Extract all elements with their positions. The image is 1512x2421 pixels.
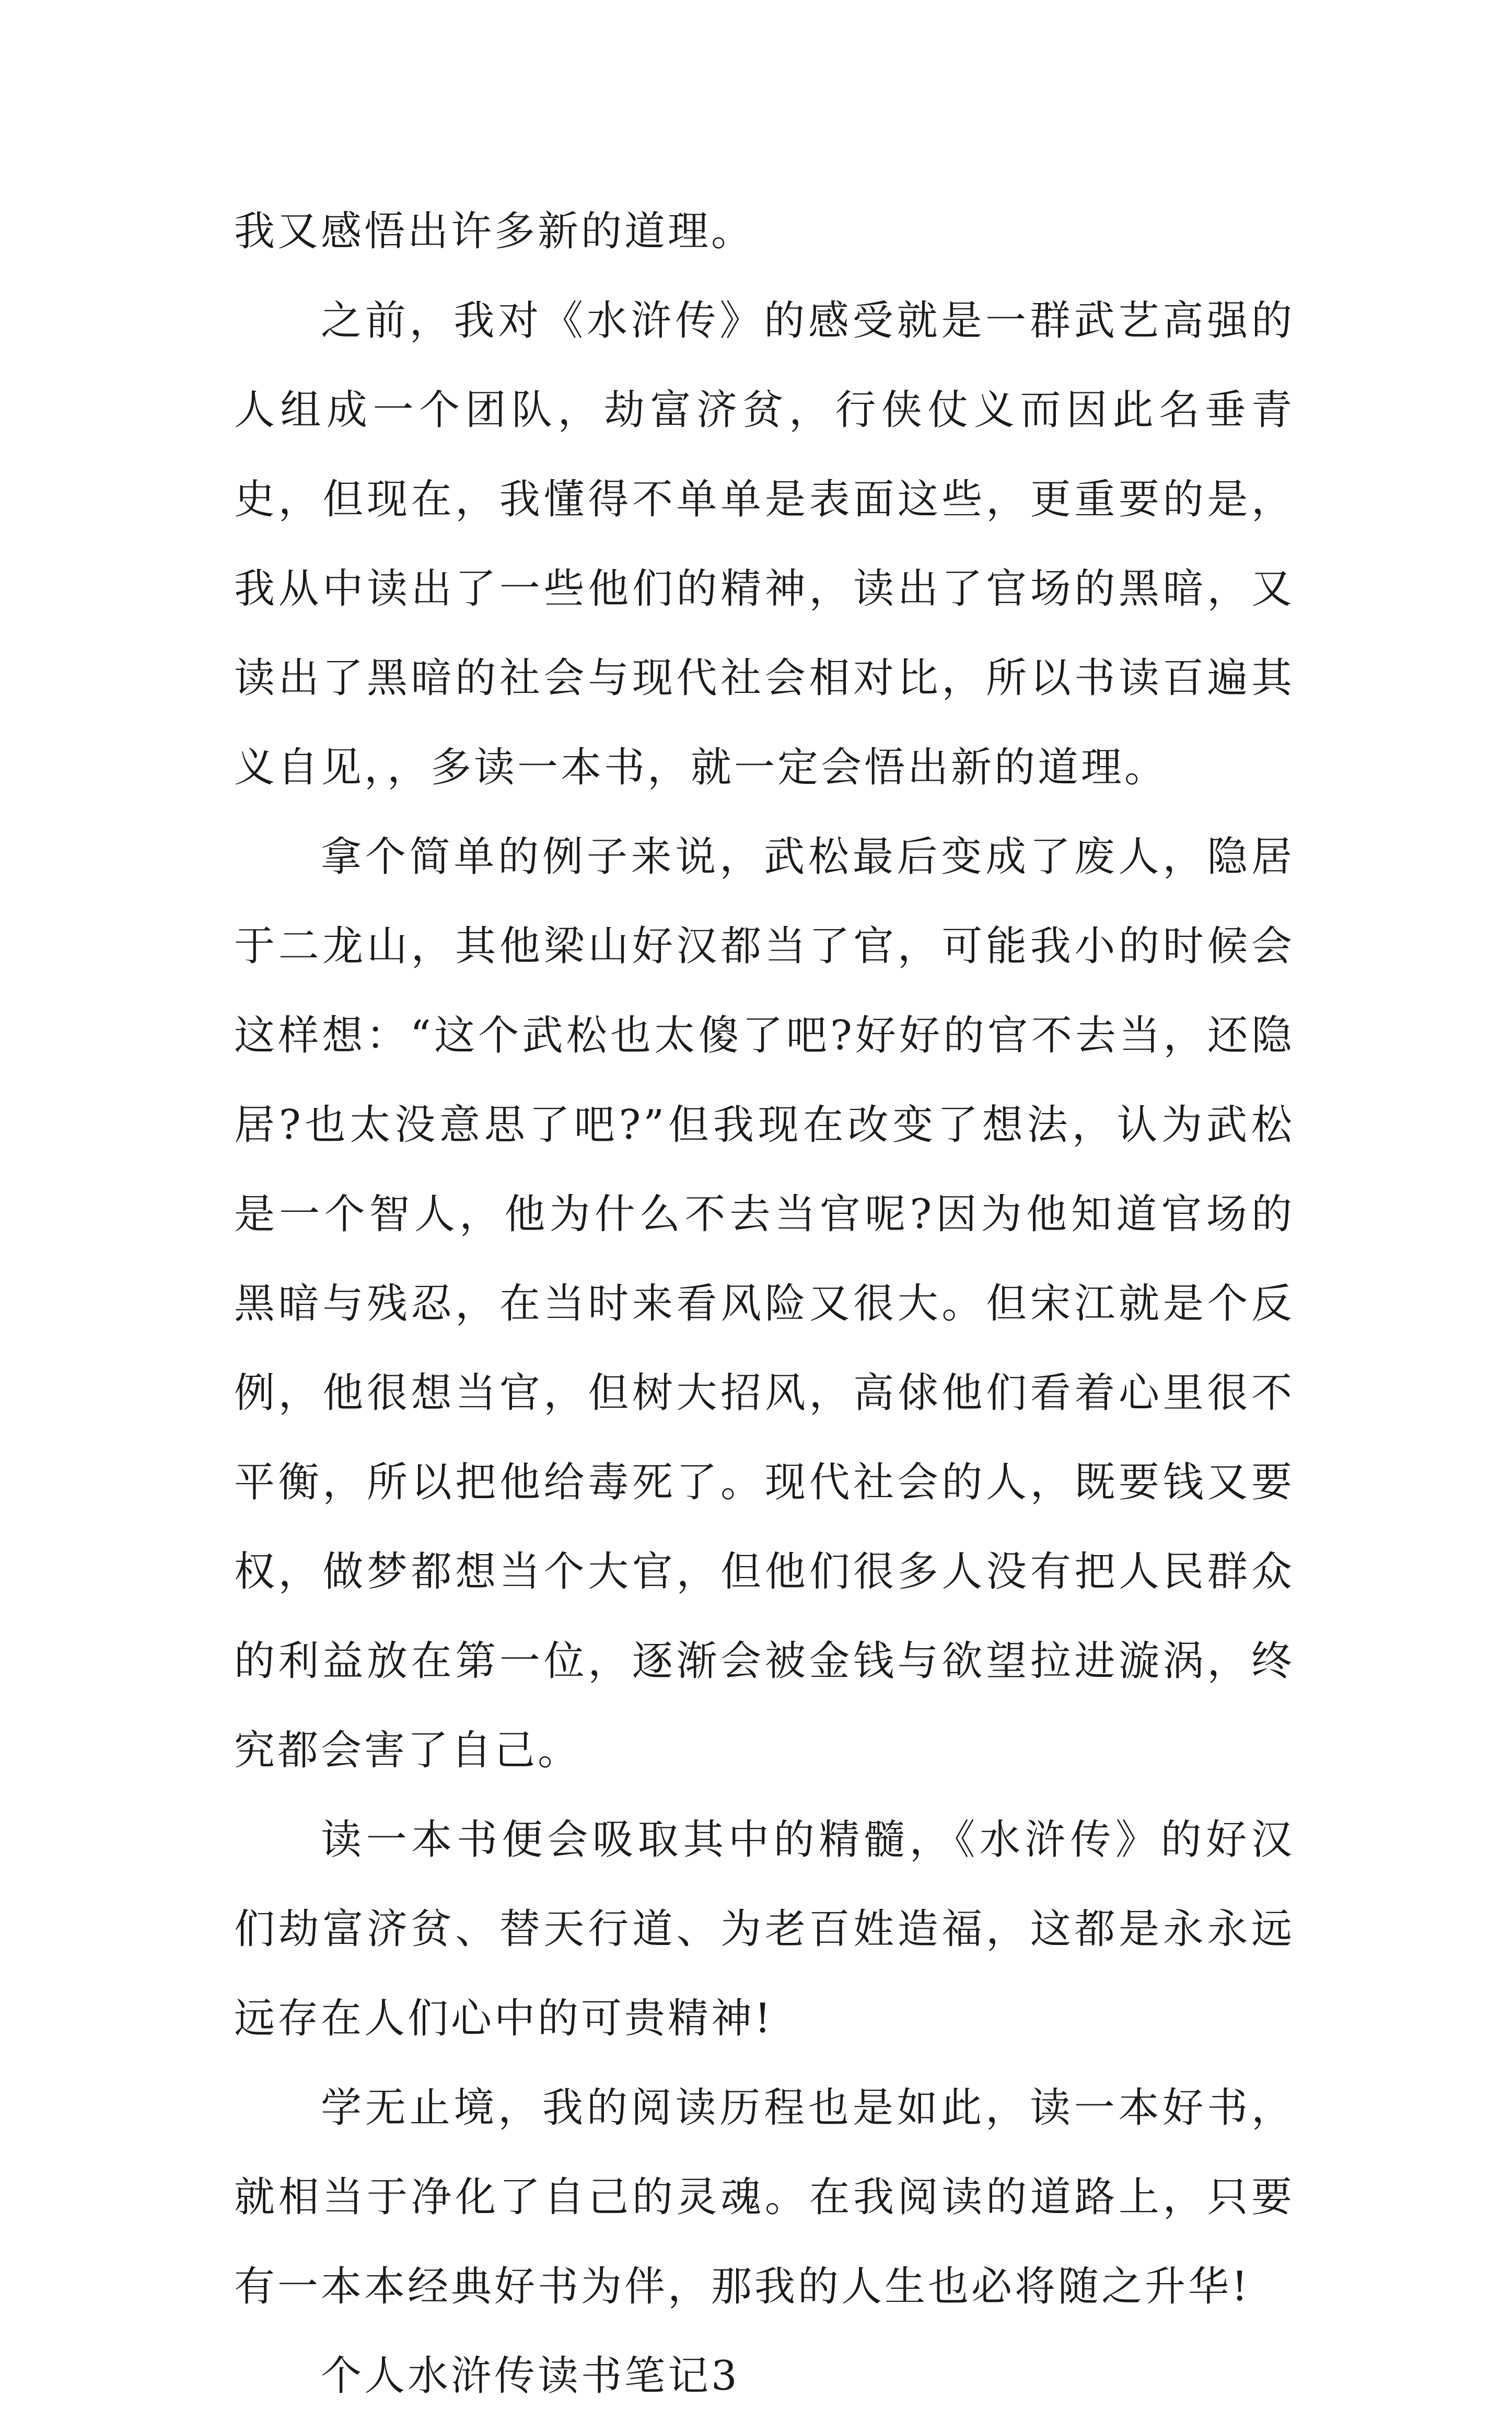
paragraph-reading-journey: 学无止境，我的阅读历程也是如此，读一本好书，就相当于净化了自己的灵魂。在我阅读的道路上，只要有一本本经典好书为伴，那我的人生也必将随之升华! bbox=[234, 2084, 1295, 2310]
paragraph-essence: 读一本书便会吸取其中的精髓，《水浒传》的好汉们劫富济贫、替天行道、为老百姓造福，这都是永永远远存在人们心中的可贵精神! bbox=[234, 1816, 1295, 2042]
paragraph-continuation: 我又感悟出许多新的道理。 bbox=[234, 208, 755, 255]
section-heading: 个人水浒传读书笔记3 bbox=[321, 2353, 740, 2400]
paragraph-wusong-example: 拿个简单的例子来说，武松最后变成了废人，隐居于二龙山，其他梁山好汉都当了官，可能我小的时候会这样想：“这个武松也太傻了吧?好好的官不去当，还隐居?也太没意思了吧?”但我现在改变了想法，认为武松是一个智人，他为什么不去当官呢?因为他知道官场的黑暗与残忍，在当时来看风险又很大。但宋江就是个反例，他很想当官，但树大招风，高俅他们看着心里很不平衡，所以把他给毒死了。现代社会的人，既要钱又要权，做梦都想当个大官，但他们很多人没有把人民群众的利益放在第一位，逐渐会被金钱与欲望拉进漩涡，终究都会害了自己。 bbox=[234, 833, 1295, 1774]
document-body bbox=[234, 187, 1295, 2421]
paragraph-before-and-now: 之前，我对《水浒传》的感受就是一群武艺高强的人组成一个团队，劫富济贫，行侠仗义而因此名垂青史，但现在，我懂得不单单是表面这些，更重要的是，我从中读出了一些他们的精神，读出了官场的黑暗，又读出了黑暗的社会与现代社会相对比，所以书读百遍其义自见，，多读一本书，就一定会悟出新的道理。 bbox=[234, 297, 1295, 791]
